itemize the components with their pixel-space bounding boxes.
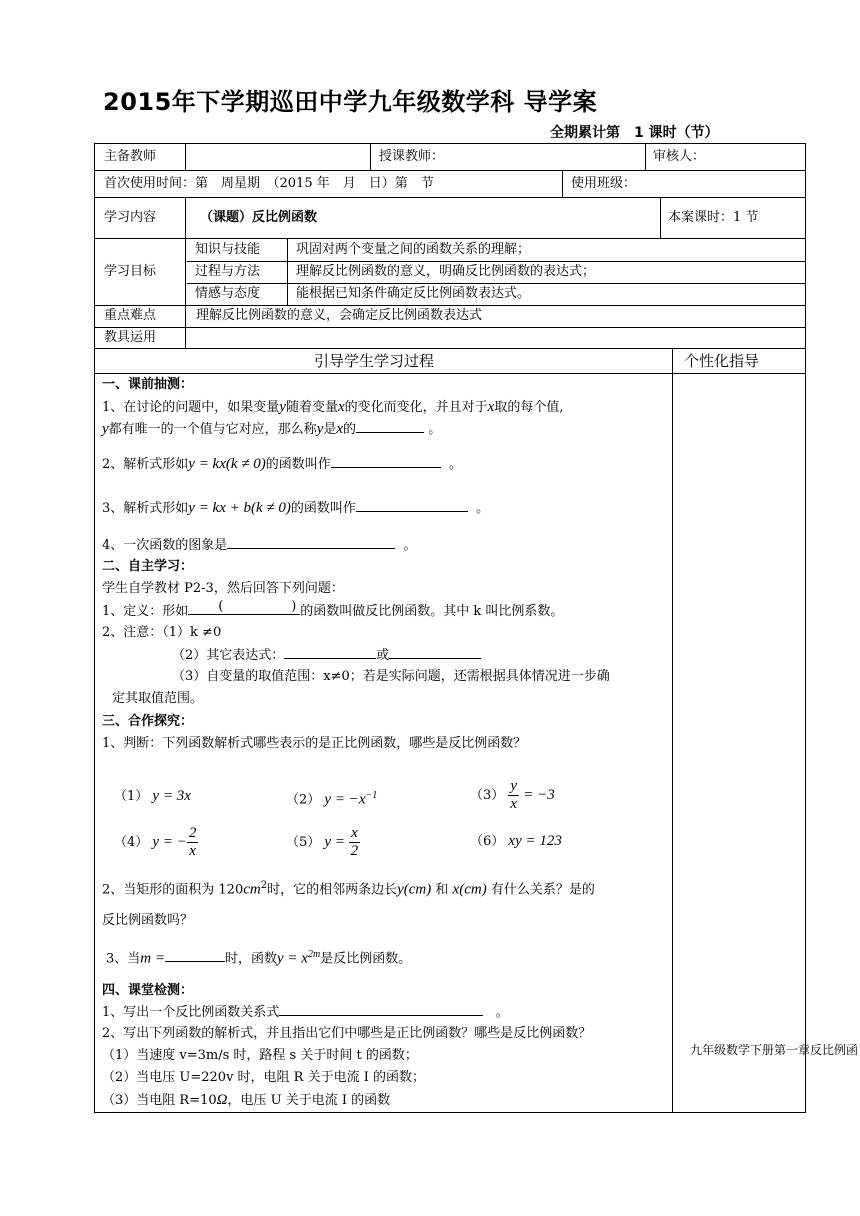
goal-text: 巩固对两个变量之间的函数关系的理解；: [296, 242, 531, 257]
function-item-2: （2） $y = -x^{-1}$: [286, 790, 378, 808]
class-label: 使用班级：: [571, 176, 637, 191]
section-4-title: 四、课堂检测：: [102, 983, 194, 998]
sec1-q3: 3、解析式形如y = kx + b(k ≠ 0)的函数叫作 。: [102, 500, 490, 516]
sec2-note2: （2）其它表达式： 或: [172, 646, 481, 665]
answer-blank[interactable]: [331, 455, 441, 468]
answer-blank[interactable]: [227, 536, 395, 549]
process-header: 引导学生学习过程: [314, 352, 435, 370]
page-title: 2015年下学期巡田中学九年级数学科 导学案: [103, 88, 598, 116]
key-points-label: 重点难点: [104, 308, 157, 323]
goal-name: 知识与技能: [195, 242, 261, 257]
sec1-q2: 2、解析式形如y = kx(k ≠ 0)的函数叫作 。: [102, 456, 463, 472]
sec1-q4: 4、一次函数的图象是 。: [102, 538, 417, 553]
goal-name: 情感与态度: [195, 286, 261, 301]
sec4-sub2: （2）当电压 U=220v 时，电阻 R 关于电流 I 的函数；: [102, 1070, 425, 1085]
answer-blank[interactable]: [165, 949, 225, 962]
goal-name: 过程与方法: [195, 264, 261, 279]
answer-blank[interactable]: [356, 420, 424, 433]
lesson-topic: （课题）反比例函数: [200, 210, 318, 225]
key-points-text: 理解反比例函数的意义，会确定反比例函数表达式: [196, 308, 483, 323]
sec3-q2-line1: 2、当矩形的面积为 $120cm^2$时，它的相邻两条边长y(cm) 和 x(cm) 有什么关系？是的: [102, 880, 595, 898]
answer-blank[interactable]: [389, 646, 481, 659]
goals-label: 学习目标: [104, 264, 157, 279]
tools-label: 教具运用: [104, 330, 157, 345]
guide-note: 九年级数学下册第一章反比例函: [690, 1043, 859, 1057]
content-label: 学习内容: [104, 210, 157, 225]
sec2-intro: 学生自学教材 P2-3，然后回答下列问题：: [102, 581, 344, 596]
sec1-q1-line2: y都有唯一的一个值与它对应，那么称y是x的 。: [102, 421, 442, 437]
goal-text: 理解反比例函数的意义，明确反比例函数的表达式；: [296, 264, 596, 279]
cumulative-lesson-count: 全期累计第 1 课时（节）: [550, 125, 719, 141]
goal-text: 能根据已知条件确定反比例函数表达式。: [296, 286, 531, 301]
function-item-6: （6） xy = 123: [470, 833, 562, 849]
lead-teacher-label: 主备教师: [104, 149, 157, 164]
function-item-1: （1） y = 3x: [114, 788, 191, 804]
sec1-q1-line1: 1、在讨论的问题中，如果变量y随着变量x的变化而变化，并且对于x取的每个值,: [102, 399, 564, 415]
section-2-title: 二、自主学习：: [102, 559, 194, 574]
guide-header: 个性化指导: [684, 352, 760, 370]
sec4-q2: 2、写出下列函数的解析式，并且指出它们中哪些是正比例函数？哪些是反比例函数？: [102, 1026, 592, 1041]
sec3-q1: 1、判断：下列函数解析式哪些表示的是正比例函数，哪些是反比例函数？: [102, 736, 527, 751]
sec4-sub3: （3）当电阻 R=10Ω，电压 U 关于电流 I 的函数: [102, 1092, 391, 1108]
function-item-3: （3） $\frac{y}{x}$ = −3: [470, 778, 555, 812]
teaching-teacher-label: 授课教师：: [379, 149, 445, 164]
first-use-label: 首次使用时间：第 周星期 （2015 年 月 日）第 节: [104, 176, 434, 191]
sec3-q2-line2: 反比例函数吗？: [102, 913, 194, 928]
function-item-4: （4） y = − $\frac{2}{x}$: [114, 825, 197, 859]
section-3-title: 三、合作探究：: [102, 714, 194, 729]
answer-blank[interactable]: [284, 646, 376, 659]
reviewer-label: 审核人：: [653, 149, 706, 164]
answer-blank[interactable]: [279, 1003, 483, 1016]
function-item-5: （5） y = $\frac{x}{2}$: [286, 825, 359, 859]
sec4-q1: 1、写出一个反比例函数关系式 。: [102, 1005, 509, 1020]
sec2-definition: 1、定义：形如 ( ) 的函数叫做反比例函数。其中 k 叫比例系数。: [102, 599, 564, 619]
sec4-sub1: （1）当速度 v=3m/s 时，路程 s 关于时间 t 的函数；: [102, 1048, 418, 1063]
answer-blank[interactable]: [356, 499, 468, 512]
section-1-title: 一、课前抽测：: [102, 377, 194, 392]
sec2-note1: 2、注意：（1）k ≠0: [102, 625, 222, 640]
sec3-q3: 3、当m = 时，函数$y = x^{2m}$是反比例函数。: [106, 949, 412, 967]
answer-blank[interactable]: ( ): [188, 602, 300, 615]
sec2-note3-line2: 定其取值范围。: [112, 691, 204, 706]
lesson-hours: 本案课时：1 节: [668, 210, 759, 225]
sec2-note3-line1: （3）自变量的取值范围：x≠0；若是实际问题，还需根据具体情况进一步确: [172, 669, 610, 684]
